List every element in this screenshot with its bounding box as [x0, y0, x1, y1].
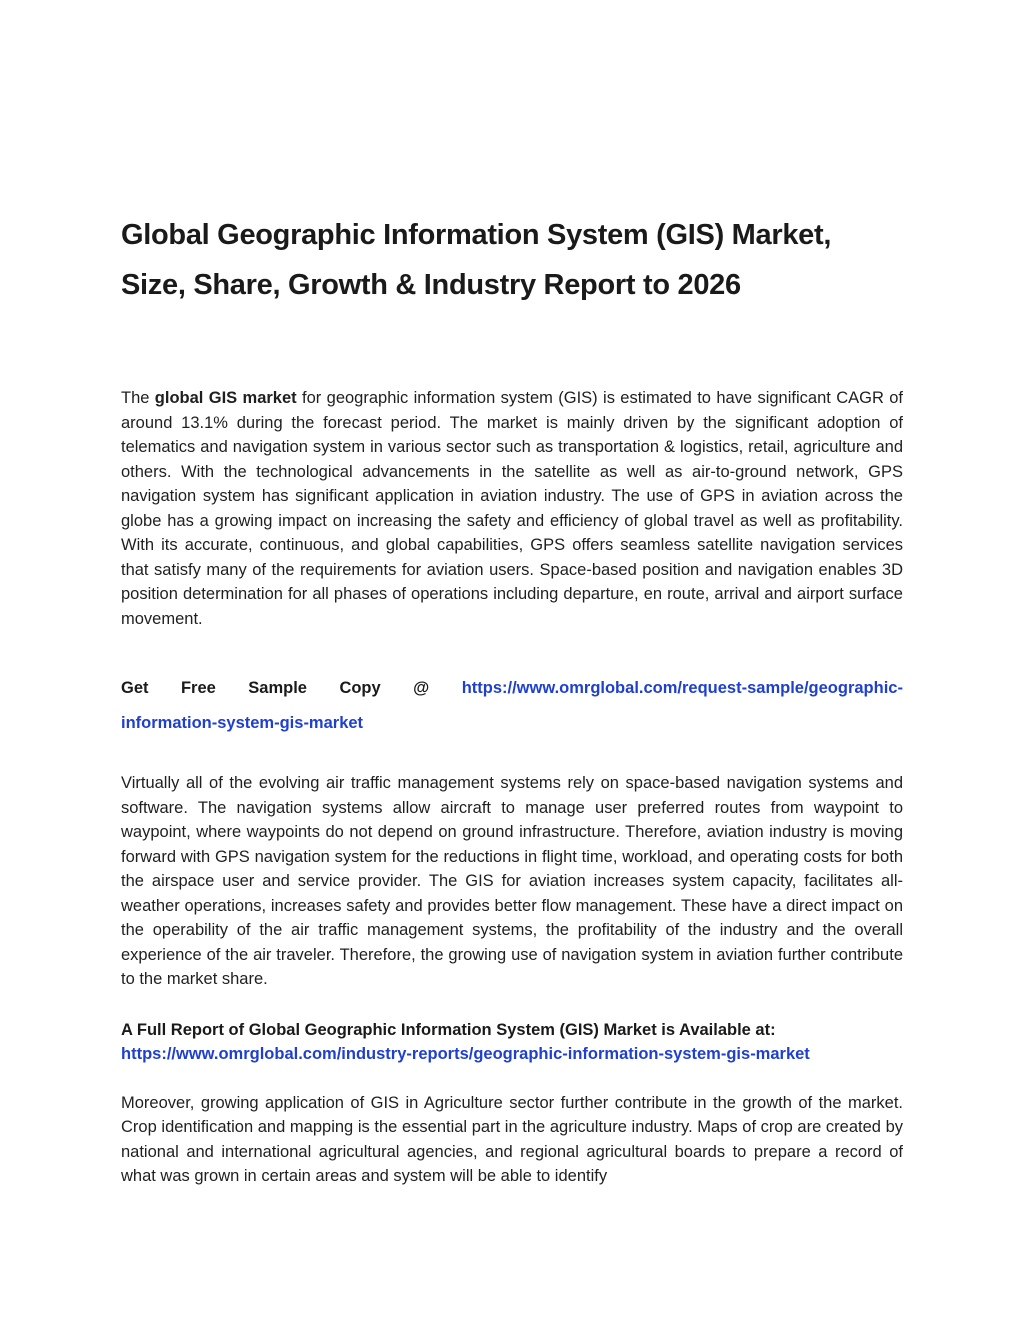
- title-line-2: Size, Share, Growth & Industry Report to 2026: [121, 269, 741, 301]
- document-page: [121, 210, 903, 1189]
- intro-lead: The: [121, 389, 155, 407]
- intro-body: for geographic information system (GIS) is estimated to have significant CAGR of around 13.1% during the forecast period. The market is mainly driven by the significant adoption of telematics and navigation system in various sector such as transportation & logistics, retail, agriculture and others. With the technological advancements in the satellite as well as air-to-ground network, GPS navigation system has significant application in aviation industry. The use of GPS in aviation across the globe has a growing impact on increasing the safety and efficiency of global travel as well as profitability. With its accurate, continuous, and global capabilities, GPS offers seamless satellite navigation services that satisfy many of the requirements for aviation users. Space-based position and navigation enables 3D position determination for all phases of operations including departure, en route, arrival and airport surface movement.: [121, 389, 903, 628]
- agriculture-paragraph: Moreover, growing application of GIS in Agriculture sector further contribute in the growth of the market. Crop identification and mapping is the essential part in the agriculture industry. Maps of crop are created by national and international agricultural agencies, and regional agricultural boards to prepare a record of what was grown in certain areas and system will be able to identify: [121, 1093, 903, 1185]
- title-line-1: Global Geographic Information System (GIS) Market,: [121, 219, 832, 251]
- intro-bold-keyword: global GIS market: [154, 389, 297, 407]
- sample-word-copy: Copy: [339, 679, 381, 697]
- intro-paragraph: [121, 386, 903, 631]
- sample-word-at: @: [413, 679, 430, 697]
- document-title: [121, 210, 903, 310]
- sample-word-get: Get: [121, 679, 149, 697]
- sample-copy-line-2: [121, 706, 903, 741]
- sample-copy-block: [121, 671, 903, 741]
- aviation-paragraph: Virtually all of the evolving air traffic management systems rely on space-based navigation systems and software. The navigation systems allow aircraft to manage user preferred routes from waypoint to waypoint, where waypoints do not depend on ground infrastructure. Therefore, aviation industry is moving forward with GPS navigation system for the reductions in flight time, workload, and operating costs for both the airspace user and service provider. The GIS for aviation increases system capacity, facilitates all-weather operations, increases safety and provides better flow management. These have a direct impact on the operability of the air traffic management systems, the profitability of the industry and the overall experience of the air traveler. Therefore, the growing use of navigation system in aviation further contribute to the market share.: [121, 774, 903, 988]
- full-report-link[interactable]: https://www.omrglobal.com/industry-reports/geographic-information-system-gis-market: [121, 1045, 810, 1063]
- full-report-label: A Full Report of Global Geographic Information System (GIS) Market is Available at:: [121, 1020, 776, 1039]
- sample-word-free: Free: [180, 679, 216, 697]
- sample-link-part-1[interactable]: https://www.omrglobal.com/request-sample/geographic-: [461, 679, 903, 697]
- sample-word-sample: Sample: [248, 679, 307, 697]
- sample-copy-line-1: [121, 671, 903, 706]
- full-report-block: [121, 1018, 903, 1067]
- sample-link-part-2[interactable]: information-system-gis-market: [121, 714, 364, 732]
